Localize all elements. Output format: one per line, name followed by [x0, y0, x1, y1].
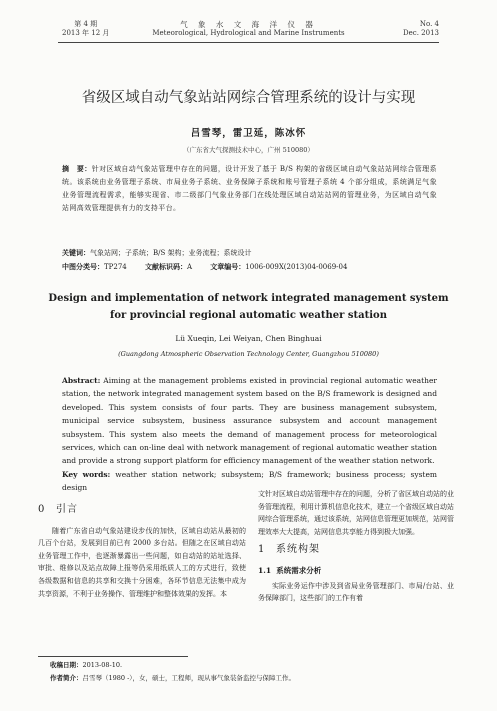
subsection-heading: [258, 565, 454, 578]
section-heading-introduction: [38, 504, 246, 517]
section-title: 引言: [56, 504, 78, 515]
issue-number-cn: 第 4 期: [74, 20, 98, 28]
subsection-title: 系统需求分析: [276, 565, 322, 575]
clc-label: 中图分类号：: [62, 262, 104, 271]
article-number-value: 1006-009X(2013)04-0069-04: [245, 263, 348, 271]
subsection-paragraph: 实际业务运作中涉及到省局业务管理部门、市局/台站、业务保障部门，这些部门的工作有着: [258, 581, 454, 603]
abstract-cn-label: 摘 要：: [62, 164, 92, 173]
abstract-en-label: Abstract:: [62, 376, 101, 385]
subsection-number: 1.1: [258, 565, 272, 575]
received-date: 2013-08-10.: [82, 661, 123, 669]
affiliation-cn: （广东省大气探测技术中心，广州 510080）: [183, 146, 314, 154]
issue-number-en: No. 4: [419, 20, 439, 28]
abstract-en: [62, 374, 437, 495]
footnote-author-bio: [50, 673, 457, 683]
authors-cn: 吕雪琴，雷卫延，陈冰怀: [190, 128, 307, 139]
author-bio-label: 作者简介：: [50, 674, 83, 682]
doc-code-label: 文献标识码：: [144, 262, 187, 271]
section-number: 1: [258, 544, 266, 556]
body-column-left: [38, 498, 246, 600]
paper-title-en-line1: Design and implementation of network integrated management system: [48, 293, 449, 304]
running-header-center: [140, 20, 357, 38]
abstract-cn-text: 针对区域自动气象站管理中存在的问题，设计开发了基于 B/S 构架的省级区域自动气象站站网综合管理系统。该系统由业务管理子系统、市局业务子系统、业务保障子系统和账号管理子系统 4 个部分组成，系统满足气象业务管理流程需求，能够实现省、市二级部门气象业务部门在线处理区域自动站站网的管理业务，为区域自动气象站网高效管理提供有力的支持平台。: [62, 165, 437, 212]
article-number-label: 文章编号：: [210, 262, 246, 271]
received-label: 收稿日期：: [50, 661, 83, 669]
paper-title-en-line2: for provincial regional automatic weather station: [110, 310, 387, 321]
journal-name-en: Meteorological, Hydrological and Marine Instruments: [152, 29, 345, 37]
abstract-cn: [62, 162, 437, 215]
metadata-cn: [62, 246, 437, 274]
keywords-cn-text: 气象站网；子系统；B/S 架构；业务流程；系统设计: [90, 249, 252, 257]
abstract-en-text: Aiming at the management problems existed in provincial regional automatic weather station, the network integrated management system based on the B/S framework is designed and developed. This system consists of four parts. They are business management subsystem, municipal service subsystem, business assurance subsystem and account management subsystem. This system also meets the demand of management process for meteorological services, which can on-line deal with network management of regional automatic weather station and provide a strong support platform for efficiency management of the weather station network.: [62, 376, 437, 466]
issue-date-en: Dec. 2013: [403, 29, 439, 37]
introduction-paragraph: 随着广东省自动气象站建设步伐的加快，区域自动站从最初的几百个台站，发展到目前已有 2000 多台站。但随之在区域自动站业务管理工作中，也逐渐暴露出一些问题，如自动站的站址选择、审批、维修以及站点故障上报等仍采用纸质人工的方式进行，致使各级数据和信息的共享和交换十分困难，各环节信息无法集中成为共享资源，不利于业务操作、管理维护和整体效果的发挥。本: [38, 526, 246, 598]
doc-code-value: A: [186, 263, 193, 271]
keywords-en-text: weather station network; subsystem; B/S framework; business process; system design: [62, 469, 437, 493]
body-column-right: [258, 488, 454, 605]
footnote-divider: [38, 656, 188, 657]
keywords-cn: [62, 246, 437, 260]
keywords-en-label: Key words:: [62, 469, 111, 479]
footnote-received: [50, 660, 457, 670]
author-bio-text: 吕雪琴（1980 -），女，硕士，工程师，现从事气象装备监控与保障工作。: [82, 674, 296, 682]
section-title: 系统构架: [276, 544, 320, 556]
introduction-continued: 文针对区域自动站管理中存在的问题，分析了省区域自动站的业务管理流程，利用计算机信息化技术，建立一个省级区域自动站网综合管理系统，通过该系统，站网信息管理更加规范，站网管理效率大大提高，站网信息共享能力得到极大加强。: [258, 490, 454, 536]
section-heading-architecture: [258, 544, 454, 557]
paper-title-en: [0, 290, 497, 324]
authors-en: Lü Xueqin, Lei Weiyan, Chen Binghuai: [175, 334, 322, 343]
running-header-right: [403, 20, 439, 38]
header-divider: [58, 42, 439, 43]
keywords-cn-label: 关键词：: [62, 248, 90, 257]
journal-name-cn: 气 象 水 文 海 洋 仪 器: [180, 20, 317, 29]
issue-date-cn: 2013 年 12 月: [62, 29, 110, 37]
affiliation-en: (Guangdong Atmospheric Observation Technology Center, Guangzhou 510080): [118, 350, 379, 358]
classification-line: [62, 260, 437, 274]
paper-title-cn: 省级区域自动气象站站网综合管理系统的设计与实现: [81, 90, 416, 106]
section-number: 0: [38, 504, 46, 515]
clc-value: TP274: [104, 263, 127, 271]
running-header-left: [62, 20, 109, 38]
